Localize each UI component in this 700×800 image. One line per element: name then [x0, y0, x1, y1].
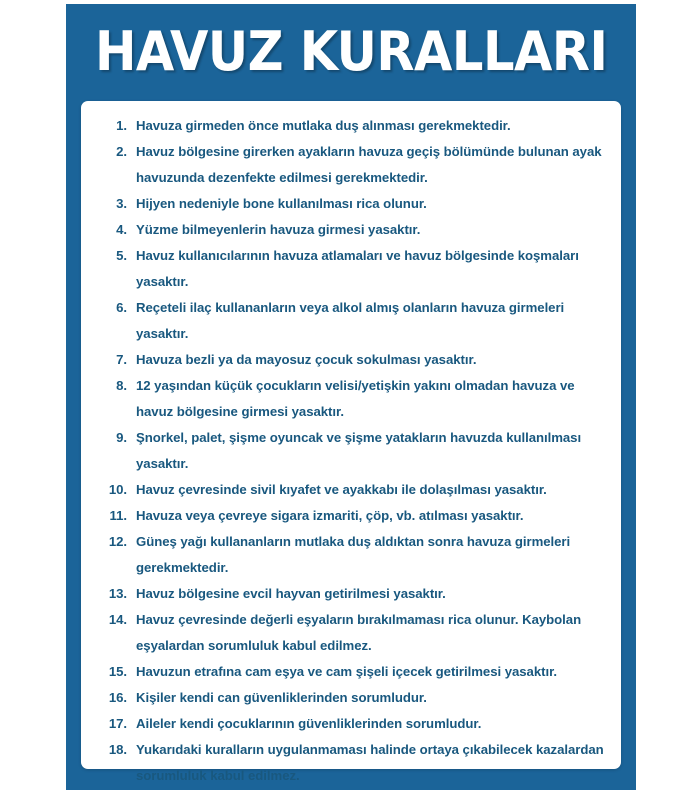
rules-card — [81, 101, 621, 783]
list-item — [97, 425, 605, 477]
rule-text: Havuz çevresinde sivil kıyafet ve ayakkabı ile dolaşılması yasaktır. — [136, 482, 547, 497]
page-title: HAVUZ KURALLARI — [94, 19, 608, 83]
rule-number: 3. — [116, 196, 127, 211]
rule-text: Hijyen nedeniyle bone kullanılması rica olunur. — [136, 196, 427, 211]
rule-number: 14. — [108, 612, 127, 627]
rule-number: 12. — [108, 534, 127, 549]
rule-text: Yukarıdaki kuralların uygulanmaması halinde ortaya çıkabilecek kazalardan sorumluluk kabul edilmez. — [136, 742, 604, 783]
rule-number: 11. — [109, 508, 127, 523]
rule-number: 1. — [116, 118, 127, 133]
list-item — [97, 581, 605, 607]
rule-text: Havuz kullanıcılarının havuza atlamaları ve havuz bölgesinde koşmaları yasaktır. — [136, 248, 579, 289]
rule-text: Aileler kendi çocuklarının güvenliklerinden sorumludur. — [136, 716, 482, 731]
list-item — [97, 607, 605, 659]
rule-text: 12 yaşından küçük çocukların velisi/yetişkin yakını olmadan havuza ve havuz bölgesine girmesi yasaktır. — [136, 378, 575, 419]
list-item — [97, 217, 605, 243]
rule-text: Şnorkel, palet, şişme oyuncak ve şişme yatakların havuzda kullanılması yasaktır. — [136, 430, 582, 471]
rule-text: Havuza veya çevreye sigara izmariti, çöp, vb. atılması yasaktır. — [136, 508, 524, 523]
rule-number: 17. — [108, 716, 127, 731]
rule-number: 5. — [116, 248, 127, 263]
rule-number: 4. — [116, 222, 127, 237]
list-item — [97, 139, 605, 191]
rule-text: Havuzun etrafına cam eşya ve cam şişeli içecek getirilmesi yasaktır. — [136, 664, 558, 679]
rule-number: 2. — [116, 144, 127, 159]
rule-number: 10. — [108, 482, 127, 497]
list-item — [97, 685, 605, 711]
rule-text: Havuz bölgesine girerken ayakların havuza geçiş bölümünde bulunan ayak havuzunda dezenfekte edilmesi gerekmektedir. — [136, 144, 602, 185]
list-item — [97, 529, 605, 581]
list-item — [97, 243, 605, 295]
list-item — [97, 295, 605, 347]
list-item — [97, 477, 605, 503]
rule-text: Havuz çevresinde değerli eşyaların bırakılmaması rica olunur. Kaybolan eşyalardan sorumluluk kabul edilmez. — [136, 612, 582, 653]
rule-text: Kişiler kendi can güvenliklerinden sorumludur. — [136, 690, 427, 705]
list-item — [97, 711, 605, 737]
rule-number: 15. — [108, 664, 127, 679]
rule-number: 9. — [116, 430, 127, 445]
rule-text: Güneş yağı kullananların mutlaka duş aldıktan sonra havuza girmeleri gerekmektedir. — [136, 534, 571, 575]
list-item — [97, 347, 605, 373]
rule-text: Havuza girmeden önce mutlaka duş alınması gerekmektedir. — [136, 118, 511, 133]
rules-list — [97, 113, 605, 789]
rule-number: 18. — [108, 742, 127, 757]
rule-number: 6. — [116, 300, 127, 315]
rule-text: Havuz bölgesine evcil hayvan getirilmesi yasaktır. — [136, 586, 446, 601]
pool-rules-poster — [66, 4, 636, 790]
list-item — [97, 503, 605, 529]
list-item — [97, 373, 605, 425]
list-item — [97, 113, 605, 139]
list-item — [97, 191, 605, 217]
list-item — [97, 659, 605, 685]
rule-text: Havuza bezli ya da mayosuz çocuk sokulması yasaktır. — [136, 352, 477, 367]
rule-number: 16. — [108, 690, 127, 705]
rule-text: Reçeteli ilaç kullananların veya alkol almış olanların havuza girmeleri yasaktır. — [136, 300, 565, 341]
poster-header-banner — [66, 4, 636, 101]
rule-number: 7. — [116, 352, 127, 367]
rule-text: Yüzme bilmeyenlerin havuza girmesi yasaktır. — [136, 222, 421, 237]
rule-number: 8. — [116, 378, 127, 393]
rule-number: 13. — [108, 586, 127, 601]
list-item — [97, 737, 605, 789]
